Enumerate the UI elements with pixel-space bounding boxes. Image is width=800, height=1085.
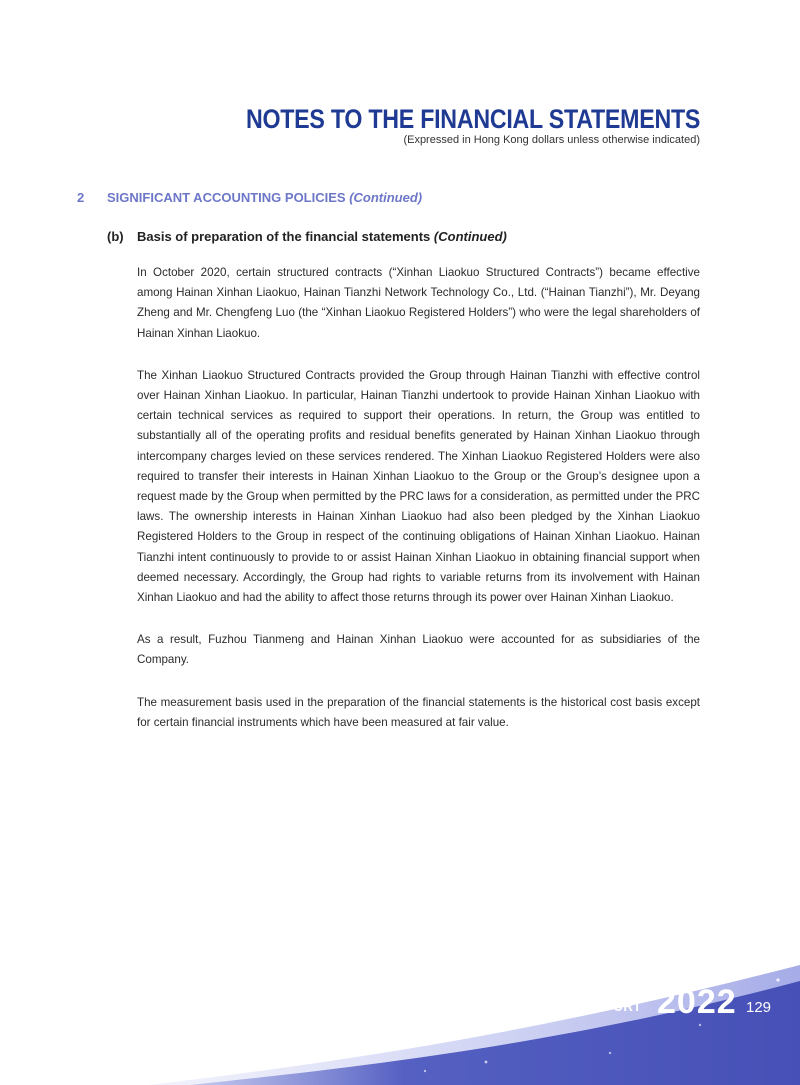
section-title: SIGNIFICANT ACCOUNTING POLICIES xyxy=(107,190,346,205)
subsection-heading xyxy=(107,229,507,244)
section-number: 2 xyxy=(77,190,85,205)
subsection-title: Basis of preparation of the financial statements xyxy=(137,229,431,244)
page-header xyxy=(172,104,700,147)
subsection-label: (b) xyxy=(107,229,124,244)
paragraph: The Xinhan Liaokuo Structured Contracts provided the Group through Hainan Tianzhi with effective control over Hainan Xinhan Liaokuo. In particular, Hainan Tianzhi undertook to provide Hainan Xinhan Liaokuo with certain technical services as required to support their operations. In return, the Group was entitled to substantially all of the operating profits and residual benefits generated by Hainan Xinhan Liaokuo through intercompany charges levied on these services rendered. The Xinhan Liaokuo Registered Holders were also required to transfer their interests in Hainan Xinhan Liaokuo to the Group or the Group’s designee upon a request made by the Group when permitted by the PRC laws for a consideration, as permitted under the PRC laws. The ownership interests in Hainan Xinhan Liaokuo had also been pledged by the Xinhan Liaokuo Registered Holders to the Group in respect of the continuing obligations of Hainan Xinhan Liaokuo. Hainan Tianzhi intent continuously to provide to or assist Hainan Xinhan Liaokuo in obtaining financial support when deemed necessary. Accordingly, the Group had rights to variable returns from its involvement with Hainan Xinhan Liaokuo and had the ability to affect those returns through its power over Hainan Xinhan Liaokuo. xyxy=(137,368,700,605)
paragraph: In October 2020, certain structured contracts (“Xinhan Liaokuo Structured Contracts”) became effective among Hainan Xinhan Liaokuo, Hainan Tianzhi Network Technology Co., Ltd. (“Hainan Tianzhi”), Mr. Deyang Zheng and Mr. Chengfeng Luo (the “Xinhan Liaokuo Registered Holders”) who were the legal shareholders of Hainan Xinhan Liaokuo. xyxy=(137,266,700,340)
footer-annual-report: ANNUAL REPORT xyxy=(525,999,642,1015)
section-heading xyxy=(77,190,422,205)
subsection-continued: (Continued) xyxy=(433,229,507,244)
page-title: NOTES TO THE FINANCIAL STATEMENTS xyxy=(245,104,700,134)
body-text xyxy=(137,263,700,755)
paragraph: The measurement basis used in the preparation of the financial statements is the historical cost basis except for certain financial instruments which have been measured at fair value. xyxy=(137,695,700,729)
section-continued: (Continued) xyxy=(349,190,423,205)
page-footer xyxy=(0,945,800,1085)
page-number: 129 xyxy=(746,999,772,1016)
page-subtitle: (Expressed in Hong Kong dollars unless otherwise indicated) xyxy=(403,134,700,146)
paragraph: As a result, Fuzhou Tianmeng and Hainan Xinhan Liaokuo were accounted for as subsidiaries of the Company. xyxy=(137,633,700,667)
footer-year: 2022 xyxy=(657,983,737,1021)
